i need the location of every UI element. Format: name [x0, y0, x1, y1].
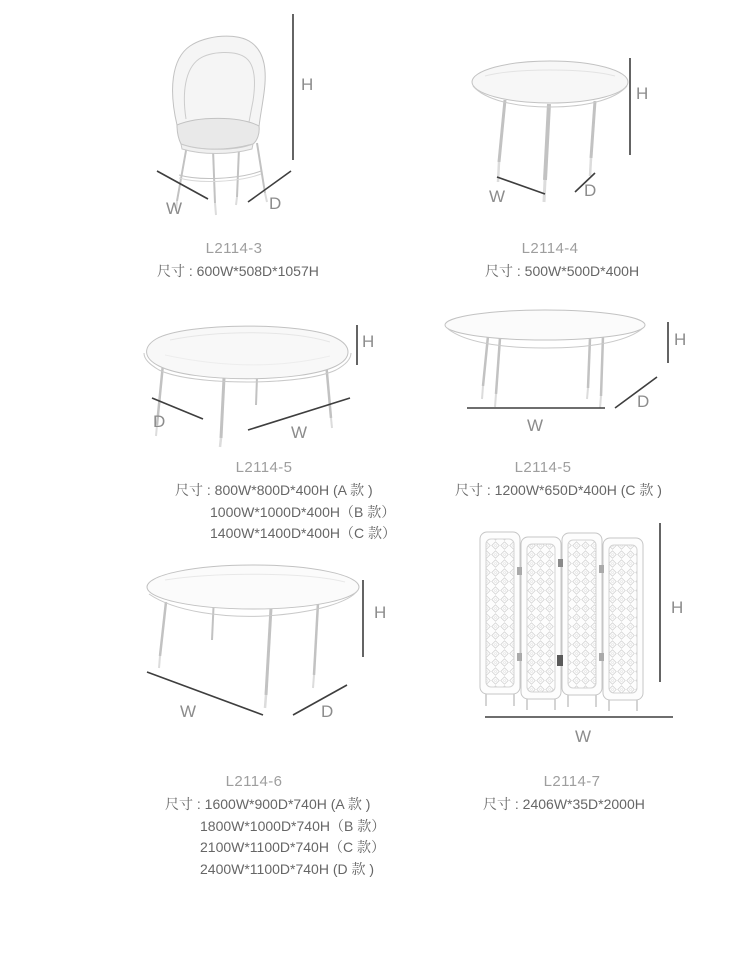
model-number: L2114-7: [543, 773, 601, 790]
oval-dining-table-sketch: [135, 550, 395, 732]
size-text: 2100W*1100D*740H（C 款）: [200, 839, 385, 855]
size-text: 尺寸 : 600W*508D*1057H: [157, 263, 319, 279]
depth-label: D: [637, 392, 650, 411]
height-label: H: [301, 75, 314, 94]
table-top: [472, 61, 628, 103]
table-top: [147, 326, 348, 379]
width-label: W: [575, 727, 592, 746]
width-label: W: [489, 187, 506, 206]
model-number: L2114-5: [514, 459, 572, 476]
size-text: 尺寸 : 2406W*35D*2000H: [483, 796, 645, 812]
size-spec: [483, 794, 645, 816]
square-coffee-table-sketch: [130, 300, 375, 448]
model-number: L2114-4: [521, 240, 579, 257]
depth-label: D: [321, 702, 334, 721]
size-spec: [165, 794, 385, 880]
size-text: 1400W*1400D*400H（C 款）: [210, 525, 396, 541]
size-text: 尺寸 : 1200W*650D*400H (C 款 ): [455, 482, 662, 498]
size-spec: [157, 261, 319, 283]
oval-coffee-table-sketch: [440, 300, 690, 442]
round-side-table-sketch: [455, 40, 670, 210]
width-label: W: [180, 702, 197, 721]
model-number: L2114-6: [225, 773, 283, 790]
size-text: 尺寸 : 800W*800D*400H (A 款 ): [175, 482, 373, 498]
size-text: 1000W*1000D*400H（B 款）: [210, 503, 396, 520]
height-label: H: [671, 598, 684, 617]
size-text: 尺寸 : 1600W*900D*740H (A 款 ): [165, 796, 371, 812]
size-spec: [175, 480, 396, 545]
size-spec: [485, 261, 639, 283]
size-text: 尺寸 : 500W*500D*400H: [485, 263, 640, 279]
height-label: H: [374, 603, 387, 622]
screen-panels: [480, 532, 643, 700]
model-number: L2114-5: [235, 459, 293, 476]
width-label: W: [527, 416, 544, 435]
height-label: H: [362, 332, 375, 351]
bar-stool-sketch: [140, 5, 340, 217]
depth-label: D: [153, 412, 166, 431]
model-number: L2114-3: [205, 240, 263, 257]
folding-screen-sketch: [455, 505, 690, 733]
stool-cushion: [177, 118, 259, 149]
height-label: H: [674, 330, 687, 349]
size-text: 1800W*1000D*740H（B 款）: [200, 817, 386, 834]
width-label: W: [166, 199, 183, 218]
width-label: W: [291, 423, 308, 442]
size-text: 2400W*1100D*740H (D 款 ): [200, 860, 375, 877]
table-legs: [482, 336, 603, 408]
size-spec: [455, 480, 662, 502]
table-top: [147, 565, 359, 609]
depth-label: D: [269, 194, 282, 213]
height-label: H: [636, 84, 649, 103]
depth-label: D: [584, 181, 597, 200]
table-top: [445, 310, 645, 340]
